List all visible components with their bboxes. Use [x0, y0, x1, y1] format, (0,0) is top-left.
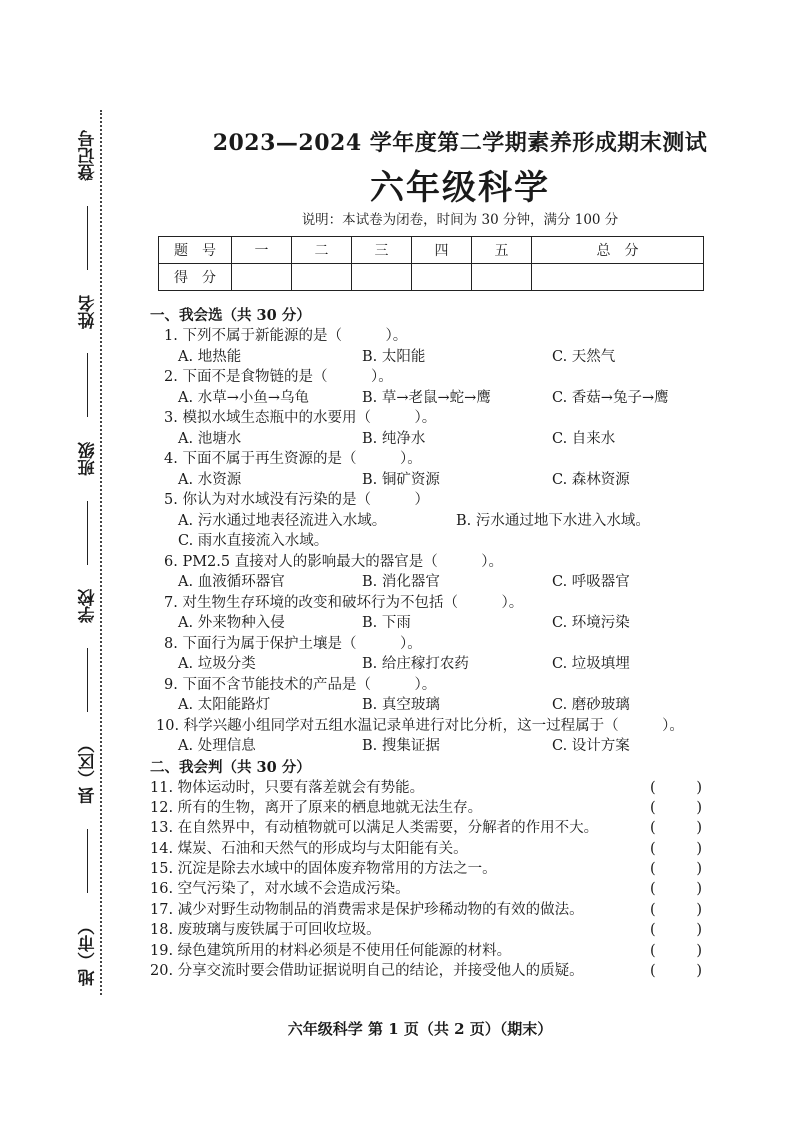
option-b[interactable]: B. 污水通过地下水进入水域。 [456, 512, 650, 529]
score-header-3: 三 [352, 237, 412, 264]
option-a[interactable]: A. 水草→小鱼→乌龟 [178, 389, 309, 406]
question-1: 1. 下列不属于新能源的是（ ）。 [164, 328, 408, 344]
judge-text: 15. 沉淀是除去水域中的固体废弃物常用的方法之一。 [150, 861, 497, 878]
option-b[interactable]: B. 纯净水 [362, 430, 426, 447]
judge-text: 12. 所有的生物，离开了原来的栖息地就无法生存。 [150, 799, 483, 816]
answer-blank[interactable]: ( ) [650, 840, 702, 857]
answer-blank[interactable]: ( ) [650, 881, 702, 898]
score-cell-1[interactable] [232, 264, 292, 291]
question-2: 2. 下面不是食物链的是（ ）。 [164, 369, 393, 385]
option-c[interactable]: C. 磨砂玻璃 [552, 697, 630, 713]
option-b[interactable]: B. 下雨 [362, 615, 411, 631]
score-cell-total[interactable] [532, 264, 704, 291]
binding-label-name: 姓名 [78, 294, 99, 329]
option-b[interactable]: B. 太阳能 [362, 348, 426, 365]
option-a[interactable]: A. 污水通过地表径流进入水域。 [178, 512, 387, 529]
score-row-label: 得 分 [159, 264, 232, 291]
question-10-options [150, 736, 750, 757]
region-blank[interactable] [88, 829, 89, 893]
option-c[interactable]: C. 环境污染 [552, 615, 630, 631]
option-a[interactable]: A. 处理信息 [178, 738, 256, 754]
option-b[interactable]: B. 真空玻璃 [362, 697, 440, 713]
judge-item-13 [150, 818, 750, 838]
option-c[interactable]: C. 香菇→兔子→鹰 [552, 389, 669, 406]
answer-blank[interactable]: ( ) [650, 820, 702, 837]
judge-text: 18. 废玻璃与废铁属于可回收垃圾。 [150, 922, 381, 939]
option-c[interactable]: C. 森林资源 [552, 471, 630, 488]
question-5-options [150, 511, 750, 532]
judge-text: 11. 物体运动时，只要有落差就会有势能。 [150, 779, 425, 796]
binding-label-reg: 登记号 [78, 130, 99, 182]
question-6-options [150, 572, 750, 593]
question-6: 6. PM2.5 直接对人的影响最大的器官是（ ）。 [164, 553, 503, 570]
answer-blank[interactable]: ( ) [650, 942, 702, 959]
question-8: 8. 下面行为属于保护土壤是（ ）。 [164, 635, 422, 652]
question-7-options [150, 613, 750, 634]
option-c[interactable]: C. 自来水 [552, 430, 616, 447]
answer-blank[interactable]: ( ) [650, 779, 702, 796]
school-blank[interactable] [88, 501, 89, 565]
question-9: 9. 下面不含节能技术的产品是（ ）。 [164, 676, 437, 693]
option-a[interactable]: A. 太阳能路灯 [178, 697, 271, 713]
score-header-label: 题 号 [159, 237, 232, 264]
question-8-options [150, 654, 750, 675]
judge-item-15 [150, 859, 750, 879]
judge-text: 20. 分享交流时要会借助证据说明自己的结论，并接受他人的质疑。 [150, 963, 584, 980]
option-c[interactable]: C. 设计方案 [552, 738, 630, 754]
question-9-options [150, 695, 750, 716]
answer-blank[interactable]: ( ) [650, 861, 702, 878]
section-2-title: 二、我会判（共 30 分） [150, 758, 311, 776]
option-a[interactable]: A. 池塘水 [178, 430, 242, 447]
judge-item-19 [150, 941, 750, 961]
question-2-options [150, 388, 750, 409]
binding-dotted-line [100, 110, 102, 995]
binding-label-county: 县（区） [78, 736, 99, 805]
name-blank[interactable] [88, 206, 89, 270]
judge-text: 13. 在自然界中，有动植物就可以满足人类需要，分解者的作用不大。 [150, 820, 599, 837]
option-b[interactable]: B. 铜矿资源 [362, 471, 440, 488]
binding-label-school: 学校 [78, 589, 99, 624]
binding-info [78, 118, 98, 998]
judge-text: 17. 减少对野生动物制品的消费需求是保护珍稀动物的有效的做法。 [150, 901, 584, 918]
county-blank[interactable] [88, 648, 89, 712]
option-a[interactable]: A. 水资源 [178, 471, 242, 488]
answer-blank[interactable]: ( ) [650, 963, 702, 980]
question-5-options-line2 [150, 531, 750, 552]
question-4-options [150, 470, 750, 491]
option-a[interactable]: A. 垃圾分类 [178, 656, 256, 672]
option-c[interactable]: C. 天然气 [552, 348, 616, 365]
judge-item-20 [150, 961, 750, 981]
option-b[interactable]: B. 消化器官 [362, 574, 440, 590]
judge-item-18 [150, 920, 750, 940]
judge-item-17 [150, 900, 750, 920]
binding-label-region: 地（市） [78, 917, 99, 986]
score-cell-3[interactable] [352, 264, 412, 291]
option-c[interactable]: C. 雨水直接流入水域。 [178, 533, 329, 549]
option-a[interactable]: A. 外来物种入侵 [178, 615, 285, 631]
score-cell-5[interactable] [472, 264, 532, 291]
question-4: 4. 下面不属于再生资源的是（ ）。 [164, 451, 422, 467]
option-b[interactable]: B. 给庄稼打农药 [362, 656, 469, 672]
question-5: 5. 你认为对水域没有污染的是（ ） [164, 492, 429, 508]
question-7: 7. 对生物生存环境的改变和破坏行为不包括（ ）。 [164, 594, 524, 611]
page-footer: 六年级科学 第 1 页（共 2 页）（期末） [287, 1020, 553, 1038]
score-table [158, 236, 704, 291]
score-cell-2[interactable] [292, 264, 352, 291]
score-table-header-row [159, 237, 704, 264]
judge-item-14 [150, 839, 750, 859]
judge-item-16 [150, 879, 750, 899]
binding-label-class: 班级 [78, 441, 99, 476]
question-1-options [150, 347, 750, 368]
score-table-score-row [159, 264, 704, 291]
answer-blank[interactable]: ( ) [650, 799, 702, 816]
judge-item-11 [150, 778, 750, 798]
judge-text: 14. 煤炭、石油和天然气的形成均与太阳能有关。 [150, 840, 468, 857]
answer-blank[interactable]: ( ) [650, 922, 702, 939]
section-1-title: 一、我会选（共 30 分） [150, 307, 311, 324]
score-header-1: 一 [232, 237, 292, 264]
option-a[interactable]: A. 血液循环器官 [178, 574, 285, 590]
question-3-options [150, 429, 750, 450]
question-10: 10. 科学兴趣小组同学对五组水温记录单进行对比分析，这一过程属于（ ）。 [156, 717, 684, 734]
exam-subject: 六年级科学 [370, 168, 550, 208]
judge-text: 16. 空气污染了，对水域不会造成污染。 [150, 881, 410, 898]
option-b[interactable]: B. 搜集证据 [362, 738, 440, 754]
score-header-4: 四 [412, 237, 472, 264]
option-c[interactable]: C. 垃圾填埋 [552, 656, 630, 672]
judge-text: 19. 绿色建筑所用的材料必须是不使用任何能源的材料。 [150, 942, 512, 959]
score-header-total: 总 分 [532, 237, 704, 264]
score-cell-4[interactable] [412, 264, 472, 291]
option-a[interactable]: A. 地热能 [178, 348, 242, 365]
question-3: 3. 模拟水域生态瓶中的水要用（ ）。 [164, 410, 437, 426]
judge-item-12 [150, 798, 750, 818]
class-blank[interactable] [88, 353, 89, 417]
answer-blank[interactable]: ( ) [650, 901, 702, 918]
exam-title: 2023—2024 学年度第二学期素养形成期末测试 [212, 130, 708, 156]
score-header-5: 五 [472, 237, 532, 264]
exam-content [150, 305, 750, 981]
option-b[interactable]: B. 草→老鼠→蛇→鹰 [362, 389, 491, 406]
option-c[interactable]: C. 呼吸器官 [552, 574, 630, 590]
score-header-2: 二 [292, 237, 352, 264]
exam-note: 说明：本试卷为闭卷，时间为 30 分钟，满分 100 分 [301, 212, 619, 228]
